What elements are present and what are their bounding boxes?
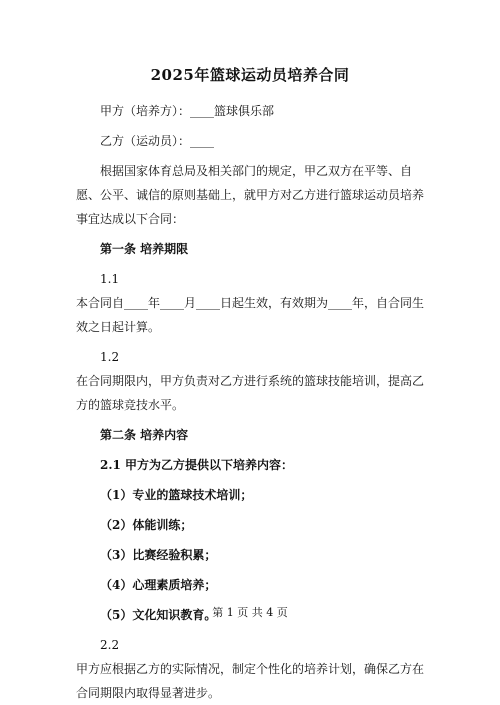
clause-2-1-heading: 2.1 甲方为乙方提供以下培养内容：	[100, 458, 294, 472]
page-number-footer: 第 1 页 共 4 页	[212, 606, 288, 619]
party-a-line: 甲方（培养方）：____篮球俱乐部	[100, 104, 275, 118]
clause-1-1-text: 本合同自____年____月____日起生效，有效期为____年，自合同生效之日起计算。	[76, 296, 425, 334]
intro-paragraph: 根据国家体育总局及相关部门的规定，甲乙双方在平等、自愿、公平、诚信的原则基础上，就甲方对乙方进行篮球运动员培养事宜达成以下合同：	[76, 164, 425, 226]
list-item: （1）专业的篮球技术培训；	[100, 488, 253, 502]
article-2-heading: 第二条 培养内容	[100, 428, 189, 442]
clause-1-2-number: 1.2	[100, 350, 120, 364]
clause-2-2-number: 2.2	[100, 638, 120, 652]
list-item: （3）比赛经验积累；	[100, 548, 217, 562]
clause-1-1-number: 1.1	[100, 272, 120, 286]
clause-2-2-text: 甲方应根据乙方的实际情况，制定个性化的培养计划，确保乙方在合同期限内取得显著进步。	[76, 662, 425, 700]
article-1-heading: 第一条 培养期限	[100, 242, 189, 256]
document-title: 2025年篮球运动员培养合同	[150, 66, 350, 84]
party-b-line: 乙方（运动员）：____	[100, 134, 215, 148]
clause-1-2-text: 在合同期限内，甲方负责对乙方进行系统的篮球技能培训，提高乙方的篮球竞技水平。	[76, 374, 425, 412]
list-item: （4）心理素质培养；	[100, 578, 217, 592]
list-item: （2）体能训练；	[100, 518, 193, 532]
list-item: （5）文化知识教育。	[100, 608, 217, 622]
